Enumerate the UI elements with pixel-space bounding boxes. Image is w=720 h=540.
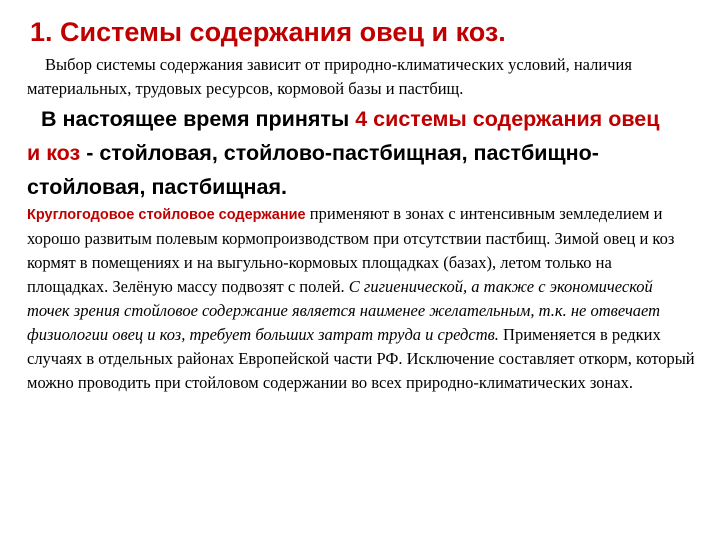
body-text-part1: применяют в зонах с интенсивным земледелием и хорошо развитым полевым кормопроизводством при отсутствии пастбищ. Зимой овец и коз кормят в помещениях и на выгульно-кормовых площадках (базах), летом только на площадках. Зелёную массу подвозят с полей. — [27, 204, 675, 296]
body-italic: С гигиенической, а также с экономической точек зрения стойловое содержание является наименее желательным, т.к. не отвечает физиологии овец и коз, требует больших затрат труда и средств. — [27, 277, 661, 344]
body-text-part2: Применяется в редких случаях в отдельных районах Европейской части РФ. Исключение составляет откорм, который можно проводить при стойловом содержании во всех природно-климатических зонах. — [27, 325, 695, 392]
systems-list: - стойловая, стойлово-пастбищная, пастбищно-стойловая, пастбищная. — [27, 141, 599, 199]
systems-accent: 4 системы содержания овец и коз — [27, 107, 660, 165]
body-paragraph — [27, 202, 695, 395]
highlighted-term: Круглогодовое стойловое содержание — [27, 207, 306, 223]
intro-paragraph: Выбор системы содержания зависит от природно-климатических условий, наличия материальных, трудовых ресурсов, кормовой базы и пастбищ. — [27, 55, 632, 98]
systems-paragraph — [27, 102, 667, 204]
systems-lead: В настоящее время приняты — [41, 107, 356, 131]
slide-title: 1. Системы содержания овец и коз. — [30, 17, 506, 47]
